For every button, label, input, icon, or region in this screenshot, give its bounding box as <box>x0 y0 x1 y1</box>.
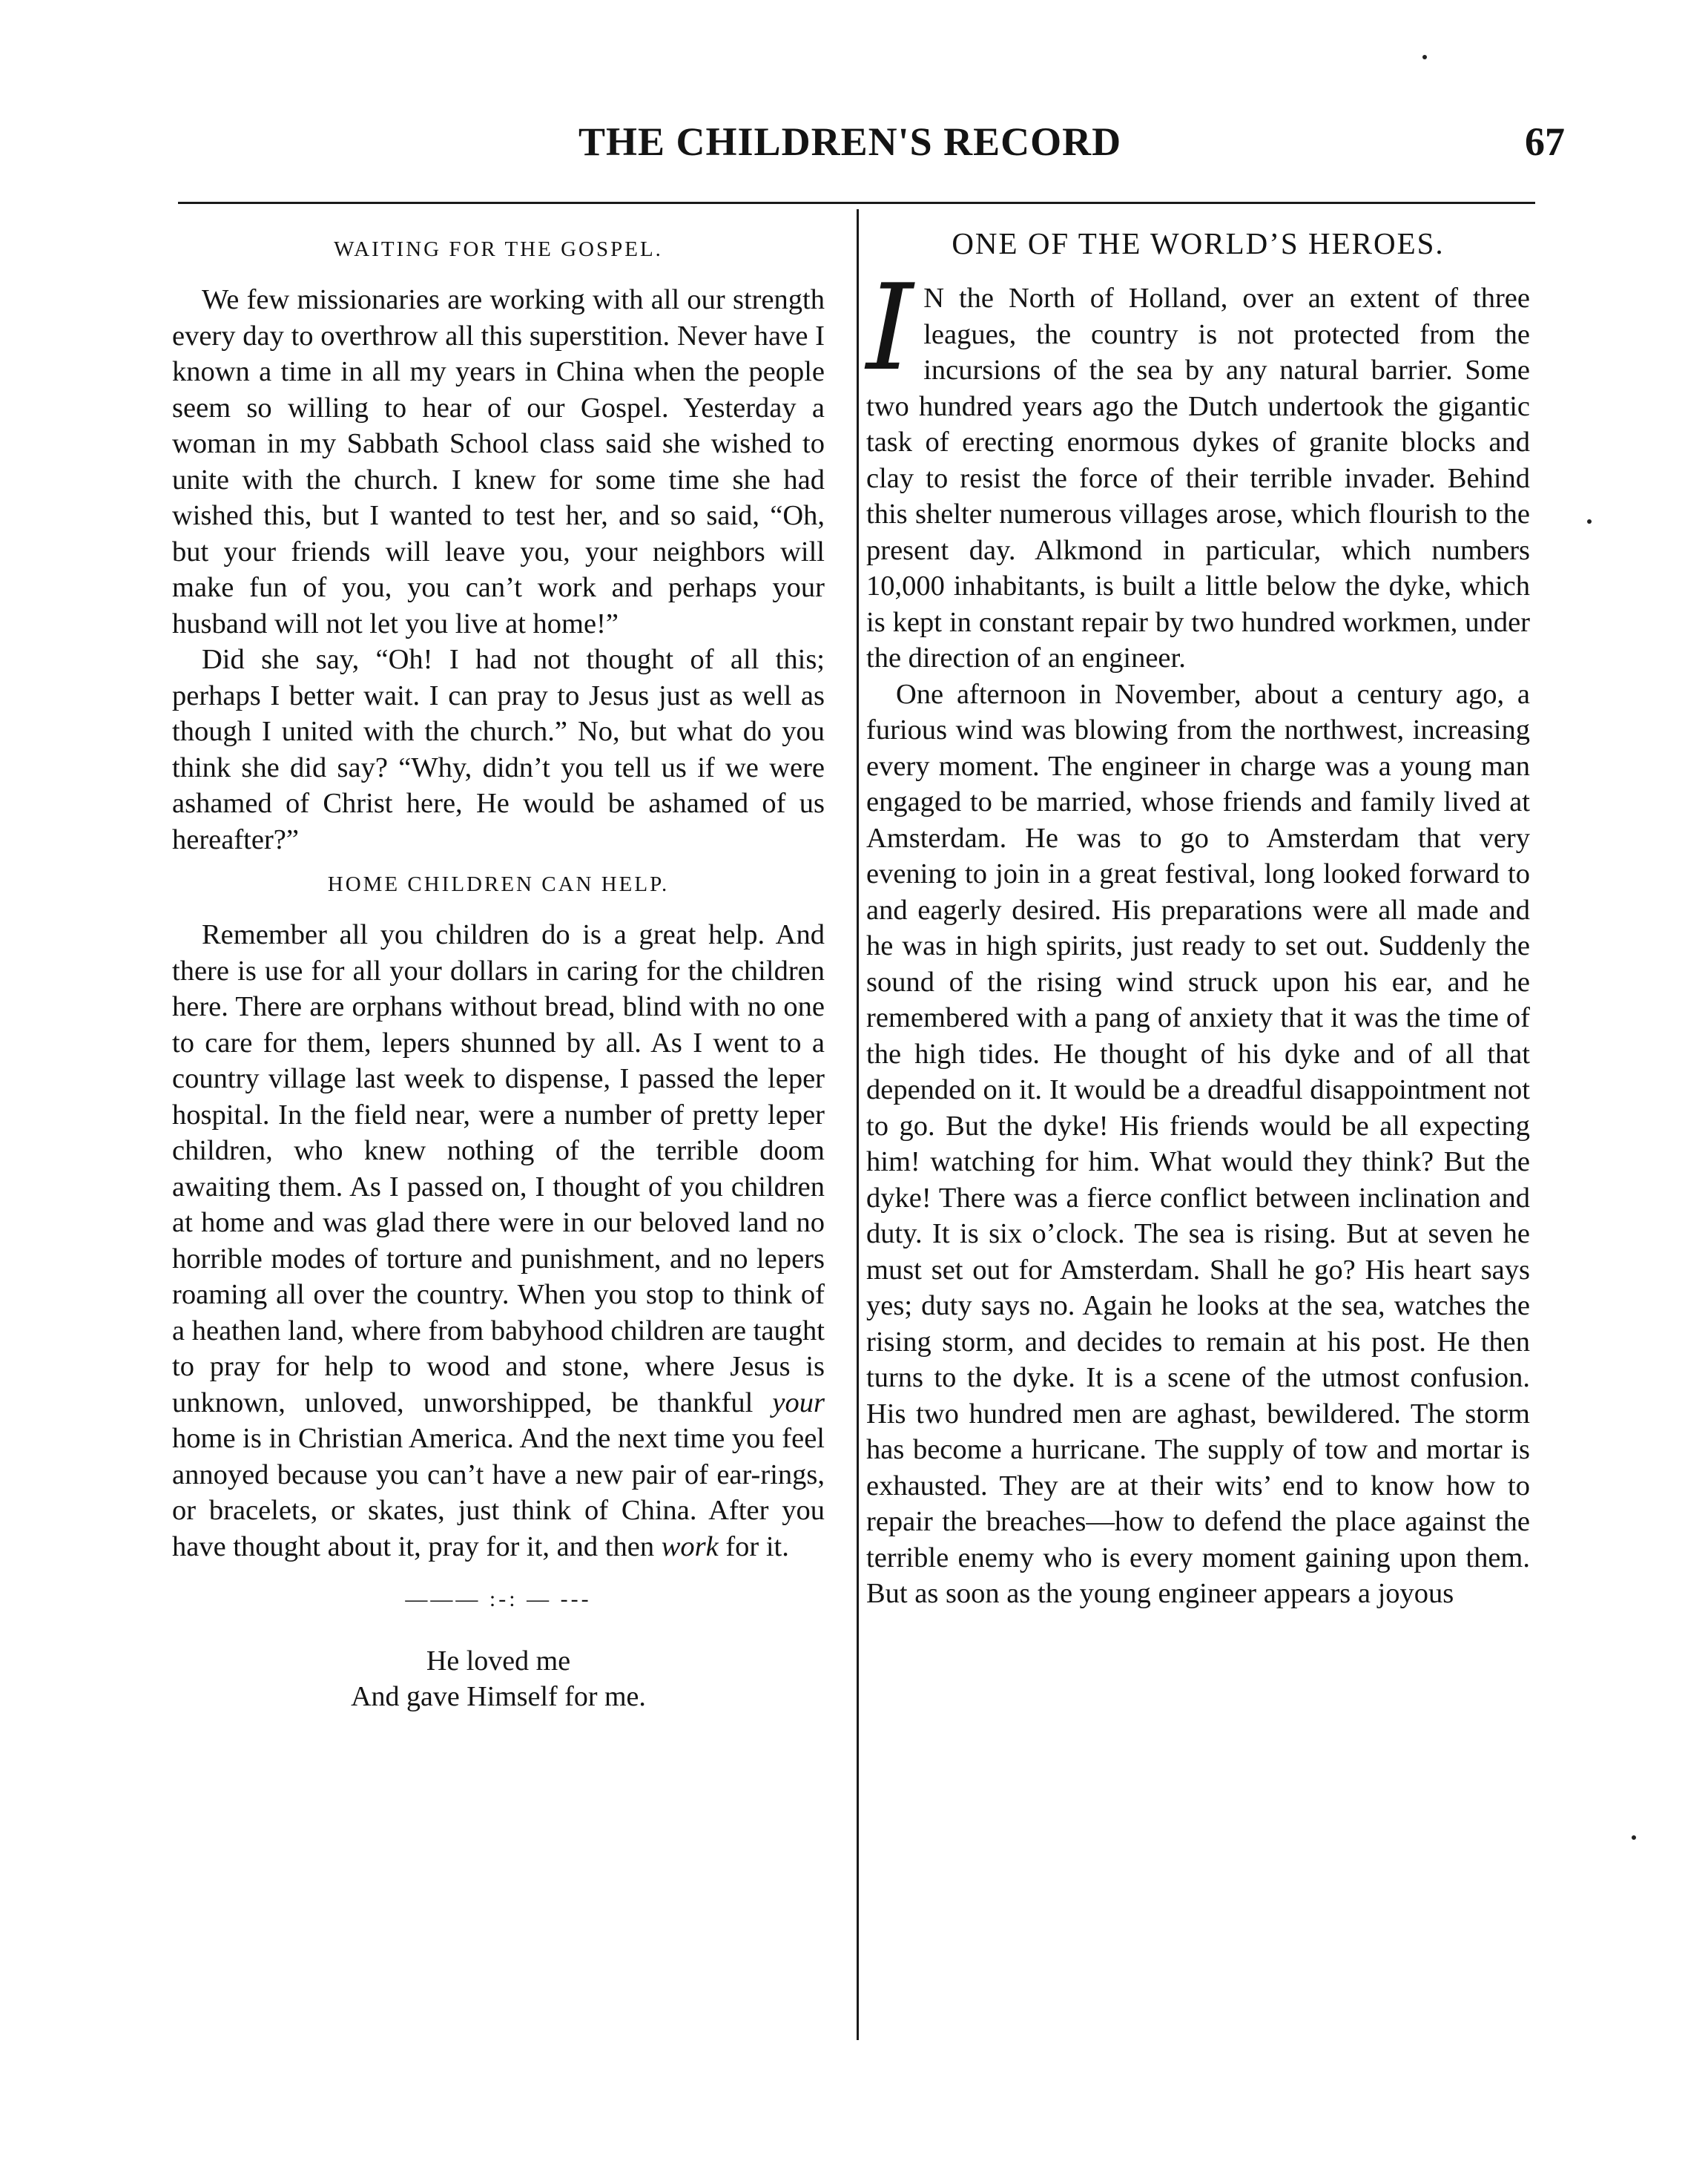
paragraph-text: N the North of Holland, over an extent of three leagues, the country is not protected from the incursions of the sea by any natural barrier. Some two hundred years ago the Dutch undertook the gigantic task of erecting enormous dykes of granite blocks and clay to resist the force of their terrible invader. Behind this shelter numerous villages arose, which flourish to the present day. Alkmond in particular, which numbers 10,000 inhabitants, is built a little below the dyke, which is kept in constant repair by two hundred workmen, under the direction of an engineer. <box>866 283 1530 674</box>
page-header-title: THE CHILDREN'S RECORD <box>578 119 1122 164</box>
paragraph: Did she say, “Oh! I had not thought of all this; perhaps I better wait. I can pray to Jesus just as well as though I united with the church.” No, but what do you think she did say? “Why, didn’t you tell us if we were ashamed of Christ here, He would be ashamed of us hereafter?” <box>172 644 825 855</box>
right-column <box>866 223 1530 1612</box>
emphasis-your: your <box>772 1387 825 1418</box>
paragraph <box>866 258 1530 677</box>
column-divider <box>857 209 859 2040</box>
page-number: 67 <box>1525 119 1565 164</box>
verse-line: And gave Himself for me. <box>351 1681 646 1712</box>
section-heading-waiting-for-the-gospel: WAITING FOR THE GOSPEL. <box>334 237 663 261</box>
section-heading-home-children-can-help: HOME CHILDREN CAN HELP. <box>327 872 670 896</box>
header-divider <box>178 202 1535 204</box>
paragraph-text: Remember all you children do is a great help. And there is use for all your dollars in caring for the children here. There are orphans without bread, blind with no one to care for them, lepers shunned by all. As I went to a country village last week to dispense, I passed the leper hospital. In the field near, were a number of pretty leper children, who knew nothing of the terrible doom awaiting them. As I passed on, I thought of you children at home and was glad there were in our beloved land no horrible modes of torture and punishment, and no lepers roaming all over the country. When you stop to think of a heathen land, where from babyhood children are taught to pray for help to wood and stone, where Jesus is unknown, unloved, unworshipped, be thankful <box>172 919 825 1418</box>
print-speck <box>1632 1835 1636 1840</box>
drop-cap: I <box>866 258 914 397</box>
section-separator: ——— :-: — --- <box>405 1587 592 1611</box>
left-column <box>172 223 825 1714</box>
paragraph: We few missionaries are working with all our strength every day to overthrow all this superstition. Never have I known a time in all my years in China when the people seem so willing to hear of our Gospel. Yesterday a woman in my Sabbath School class said she wished to unite with the church. I knew for some time she had wished this, but I wanted to test her, and so said, “Oh, but your friends will leave you, your neighbors will make fun of you, you can’t work and perhaps your husband will not let you live at home!” <box>172 284 825 639</box>
article-title: ONE OF THE WORLD’S HEROES. <box>952 226 1445 260</box>
paragraph <box>172 917 825 1565</box>
paragraph: One afternoon in November, about a century ago, a furious wind was blowing from the northwest, increasing every moment. The engineer in charge was a young man engaged to be married, whose friends and family lived at Amsterdam. He was to go to Amsterdam that very evening to join in a great festival, long looked forward to and eagerly desired. His preparations were all made and he was in high spirits, just ready to set out. Suddenly the sound of the rising wind struck upon his ear, and he remembered with a pang of anxiety that it was the time of the high tides. He thought of his dyke and of all that depended on it. It would be a dreadful disappointment not to go. But the dyke! His friends would be all expecting him! watching for him. What would they think? But the dyke! There was a fierce conflict between inclination and duty. It is six o’clock. The sea is rising. But at seven he must set out for Amsterdam. Shall he go? His heart says yes; duty says no. Again he looks at the sea, watches the rising storm, and decides to remain at his post. He then turns to the dyke. It is a scene of the utmost confusion. His two hundred men are aghast, bewildered. The storm has become a hurricane. The supply of tow and mortar is exhausted. They are at their wits’ end to know how to repair the breaches—how to defend the place against the terrible enemy who is every moment gaining upon them. But as soon as the young engineer appears a joyous <box>866 678 1530 1609</box>
paragraph-text: home is in Christian America. And the next time you feel annoyed because you can’t have a new pair of ear-rings, or bracelets, or skates, just think of China. After you have thought about it, pray for it, and then <box>172 1423 825 1562</box>
print-speck <box>1587 519 1592 524</box>
paragraph-text: for it. <box>718 1530 789 1562</box>
print-speck <box>1422 55 1427 59</box>
emphasis-work: work <box>661 1530 719 1562</box>
verse-line: He loved me <box>426 1645 571 1677</box>
